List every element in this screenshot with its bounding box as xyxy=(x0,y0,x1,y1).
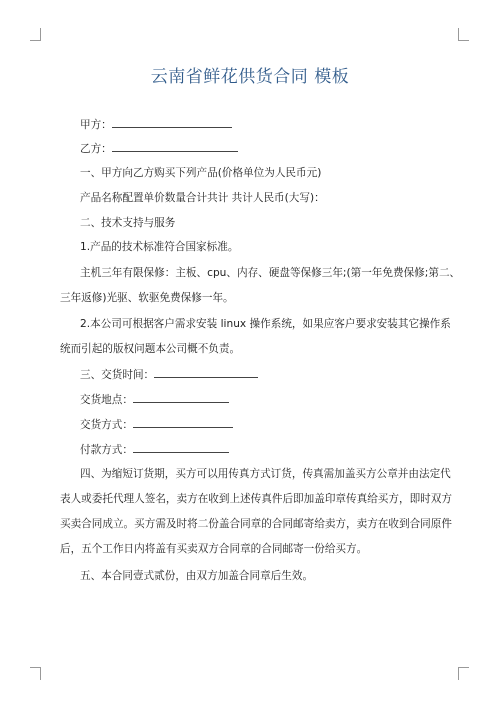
clause-4-line-3: 买卖合同成立。买方需及时将二份盖合同章的合同邮寄给卖方，卖方在收到合同原件 xyxy=(60,518,452,530)
delivery-place-label: 交货地点： xyxy=(80,394,133,406)
party-b-line xyxy=(80,141,442,156)
warranty-line-2: 三年返修)光驱、软驱免费保修一年。 xyxy=(60,292,234,304)
delivery-place-line xyxy=(80,392,442,407)
delivery-place-blank xyxy=(133,392,229,403)
party-a-label: 甲方： xyxy=(80,119,112,131)
crop-mark-top-right xyxy=(458,28,469,41)
clause-4-line-2: 表人或委托代理人签名，卖方在收到上述传真件后即加盖印章传真给买方，即时双方 xyxy=(60,493,452,505)
delivery-method-label: 交货方式： xyxy=(80,419,133,431)
clause-5: 五、本合同壹式贰份，由双方加盖合同章后生效。 xyxy=(80,570,314,582)
delivery-time-line xyxy=(80,367,442,382)
delivery-time-label: 三、交货时间： xyxy=(80,369,155,381)
crop-mark-bottom-left xyxy=(30,667,41,680)
clause-1: 一、甲方向乙方购买下列产品(价格单位为人民币元) xyxy=(80,167,322,179)
delivery-time-blank xyxy=(154,367,258,378)
item-2-line-2: 统而引起的版权问题本公司概不负责。 xyxy=(60,343,241,355)
product-header: 产品名称配置单价数量合计共计 共计人民币(大写)： xyxy=(80,192,325,204)
item-2-line-1: 2.本公司可根据客户需求安装 linux 操作系统，如果应客户要求安装其它操作系 xyxy=(80,318,451,330)
warranty-line-1: 主机三年有限保修：主板、cpu、内存、硬盘等保修三年;(第一年免费保修;第二、 xyxy=(80,267,461,279)
payment-method-blank xyxy=(133,442,229,453)
clause-4-line-1: 四、为缩短订货期，买方可以用传真方式订货，传真需加盖买方公章并由法定代 xyxy=(80,468,451,480)
delivery-method-blank xyxy=(133,417,233,428)
party-a-blank xyxy=(112,117,232,128)
crop-mark-bottom-right xyxy=(458,667,469,680)
party-a-line xyxy=(80,117,442,132)
clause-2: 二、技术支持与服务 xyxy=(80,217,176,229)
payment-method-line xyxy=(80,442,442,457)
document-title: 云南省鲜花供货合同 模板 xyxy=(150,67,350,87)
party-b-label: 乙方： xyxy=(80,143,112,155)
delivery-method-line xyxy=(80,417,442,432)
payment-method-label: 付款方式： xyxy=(80,444,133,456)
crop-mark-top-left xyxy=(30,28,41,41)
item-1: 1.产品的技术标准符合国家标准。 xyxy=(80,241,239,253)
party-b-blank xyxy=(112,141,238,152)
clause-4-line-4: 后，五个工作日内将盖有买卖双方合同章的合同邮寄一份给买方。 xyxy=(60,543,368,555)
